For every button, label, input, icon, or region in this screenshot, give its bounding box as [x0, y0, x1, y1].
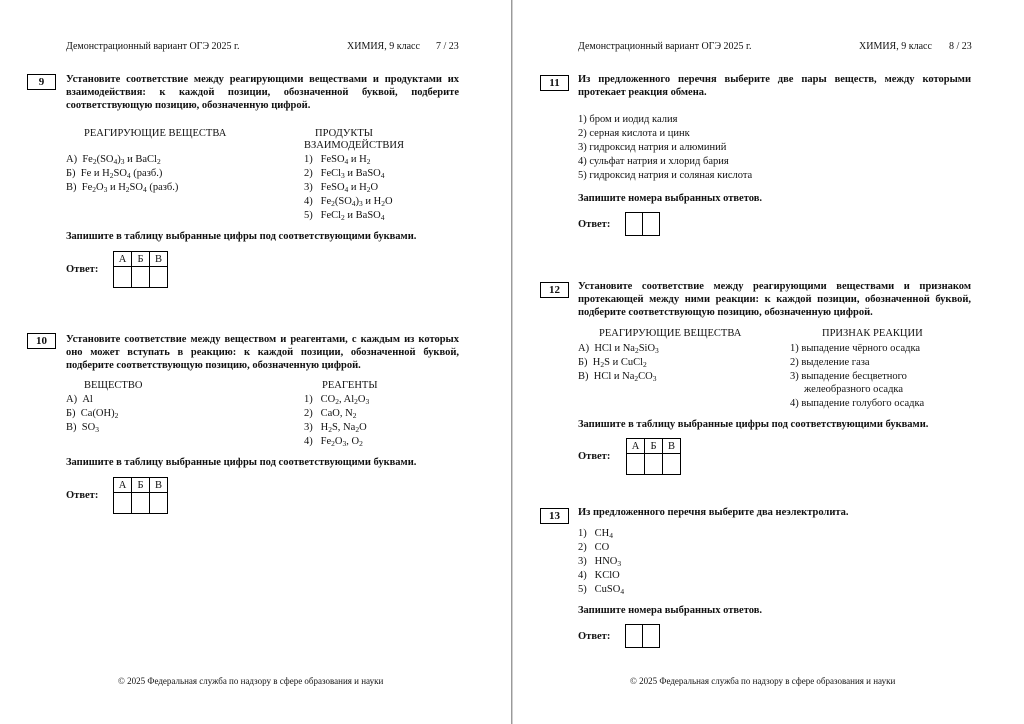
q11-instruction: Запишите номера выбранных ответов.: [578, 193, 763, 204]
q9-instruction: Запишите в таблицу выбранные цифры под соответствующими буквами.: [66, 231, 417, 242]
q9-reactants-header: РЕАГИРУЮЩИЕ ВЕЩЕСТВА: [84, 128, 227, 139]
q11-option-4: 4) сульфат натрия и хлорид бария: [578, 156, 729, 167]
question-13-text: Из предложенного перечня выберите два неэлектролита.: [578, 507, 849, 518]
question-number-9: 9: [27, 74, 56, 90]
header-subject: ХИМИЯ, 9 класс: [347, 41, 420, 52]
question-number-13: 13: [540, 508, 569, 524]
header-title: Демонстрационный вариант ОГЭ 2025 г.: [66, 41, 240, 52]
q11-option-2: 2) серная кислота и цинк: [578, 128, 690, 139]
q11-answer-label: Ответ:: [578, 219, 611, 230]
right-page: [512, 0, 1024, 724]
q9-product-3: 3) FeSO$_4$ и $H_2O$: [304, 182, 379, 194]
footer-copyright: © 2025 Федеральная служба по надзору в сфере образования и науки: [630, 676, 896, 686]
q9-product-5: 5) FeCl$_2$ и BaSO$_4$: [304, 210, 385, 222]
q9-answer-label: Ответ:: [66, 264, 99, 275]
question-9-text: Установите соответствие между реагирующими веществами и продуктами их взаимодействия: к каждой позиции, обозначенной буквой, подберите соответствующую позицию, обозначенную цифрой.: [66, 74, 459, 112]
question-12-text: Установите соответствие между реагирующими веществами и признаком протекающей между ними реакции: к каждой позиции, обозначенной буквой, подберите соответствующую позицию, обозначенную цифрой.: [578, 281, 971, 319]
q11-answer-cell-1[interactable]: [626, 213, 642, 235]
question-11-text: Из предложенного перечня выберите две пары веществ, между которыми протекает реакция обмена.: [578, 74, 971, 99]
q13-answer-boxes: [625, 624, 660, 648]
q12-sign-3-continued: желеобразного осадка: [804, 384, 904, 395]
question-number-10: 10: [27, 333, 56, 349]
q9-products-header: ПРОДУКТЫ ВЗАИМОДЕЙСТВИЯ: [304, 128, 404, 151]
q9-answer-table: [113, 251, 168, 288]
q10-reagent-4: 4) $Fe_2O_3$, $O_2$: [304, 436, 363, 448]
q13-instruction: Запишите номера выбранных ответов.: [578, 605, 763, 616]
q12-option-a: А) HCl и $Na_2SiO_3$: [578, 343, 659, 355]
q9-answer-cell-b[interactable]: [132, 267, 150, 288]
q12-answer-col-c: В: [663, 439, 681, 454]
q10-instruction: Запишите в таблицу выбранные цифры под соответствующими буквами.: [66, 457, 417, 468]
q12-sign-2: 2) выделение газа: [790, 357, 870, 368]
q12-sign-3: 3) выпадение бесцветного: [790, 371, 907, 382]
question-number-12: 12: [540, 282, 569, 298]
q10-answer-label: Ответ:: [66, 490, 99, 501]
q10-substance-header: ВЕЩЕСТВО: [84, 380, 143, 391]
q12-option-b: Б) $H_2S$ и CuCl$_2$: [578, 357, 647, 369]
q13-option-5: 5) CuSO$_4$: [578, 584, 625, 596]
q10-option-c: В) $SO_3$: [66, 422, 99, 434]
q13-answer-label: Ответ:: [578, 631, 611, 642]
q11-answer-boxes: [625, 212, 660, 236]
header-title: Демонстрационный вариант ОГЭ 2025 г.: [578, 41, 752, 52]
q13-answer-cell-1[interactable]: [626, 625, 642, 647]
q12-answer-col-b: Б: [645, 439, 663, 454]
q9-answer-col-a: А: [114, 252, 132, 267]
header-subject: ХИМИЯ, 9 класс: [859, 41, 932, 52]
q12-sign-1: 1) выпадение чёрного осадка: [790, 343, 921, 354]
header-page-number: 8 / 23: [949, 41, 972, 52]
q10-answer-cell-c[interactable]: [150, 493, 168, 514]
q9-product-1: 1) FeSO$_4$ и $H_2$: [304, 154, 371, 166]
q9-answer-col-b: Б: [132, 252, 150, 267]
q9-answer-col-c: В: [150, 252, 168, 267]
q9-option-a: А) $Fe_2(SO_4)_3$ и BaCl$_2$: [66, 154, 161, 166]
q10-answer-col-a: А: [114, 478, 132, 493]
q12-answer-cell-b[interactable]: [645, 454, 663, 475]
q10-option-b: Б) $Ca(OH)_2$: [66, 408, 119, 420]
q10-answer-table: [113, 477, 168, 514]
q11-answer-cell-2[interactable]: [642, 213, 659, 235]
q9-answer-cell-a[interactable]: [114, 267, 132, 288]
q10-option-a: А) Al: [66, 394, 93, 405]
q12-sign-4: 4) выпадение голубого осадка: [790, 398, 925, 409]
q12-answer-cell-a[interactable]: [627, 454, 645, 475]
q10-answer-col-c: В: [150, 478, 168, 493]
q12-answer-cell-c[interactable]: [663, 454, 681, 475]
q13-option-4: 4) KClO: [578, 570, 620, 581]
q12-answer-label: Ответ:: [578, 451, 611, 462]
q13-option-2: 2) CO: [578, 542, 610, 553]
q12-option-c: В) HCl и $Na_2CO_3$: [578, 371, 657, 383]
q10-answer-col-b: Б: [132, 478, 150, 493]
header-page-number: 7 / 23: [436, 41, 459, 52]
q9-product-2: 2) FeCl$_3$ и BaSO$_4$: [304, 168, 385, 180]
q12-instruction: Запишите в таблицу выбранные цифры под соответствующими буквами.: [578, 419, 929, 430]
q13-option-1: 1) $CH_4$: [578, 528, 613, 540]
q12-reactants-header: РЕАГИРУЮЩИЕ ВЕЩЕСТВА: [599, 328, 742, 339]
q13-answer-cell-2[interactable]: [642, 625, 659, 647]
q9-option-b: Б) Fe и $H_2SO_4$ (разб.): [66, 168, 163, 180]
q9-option-c: В) $Fe_2O_3$ и $H_2SO_4$ (разб.): [66, 182, 179, 194]
footer-copyright: © 2025 Федеральная служба по надзору в сфере образования и науки: [118, 676, 384, 686]
q12-answer-col-a: А: [627, 439, 645, 454]
q10-answer-cell-a[interactable]: [114, 493, 132, 514]
q9-answer-cell-c[interactable]: [150, 267, 168, 288]
q11-option-1: 1) бром и иодид калия: [578, 114, 678, 125]
q9-product-4: 4) $Fe_2(SO_4)_3$ и $H_2O$: [304, 196, 393, 208]
q13-option-3: 3) $HNO_3$: [578, 556, 622, 568]
q12-answer-table: [626, 438, 681, 475]
q10-answer-cell-b[interactable]: [132, 493, 150, 514]
q11-option-3: 3) гидроксид натрия и алюминий: [578, 142, 727, 153]
q10-reagent-2: 2) CaO, $N_2$: [304, 408, 357, 420]
question-10-text: Установите соответствие между веществом и реагентами, с каждым из которых оно может вступать в реакцию: к каждой позиции, обозначенной буквой, подберите соответствующую позицию, обозначенную цифрой.: [66, 334, 459, 372]
q12-signs-header: ПРИЗНАК РЕАКЦИИ: [822, 328, 923, 339]
question-number-11: 11: [540, 75, 569, 91]
q11-option-5: 5) гидроксид натрия и соляная кислота: [578, 170, 753, 181]
q10-reagent-3: 3) $H_2S$, $Na_2O$: [304, 422, 367, 434]
q10-reagents-header: РЕАГЕНТЫ: [322, 380, 378, 391]
q10-reagent-1: 1) $CO_2$, $Al_2O_3$: [304, 394, 370, 406]
